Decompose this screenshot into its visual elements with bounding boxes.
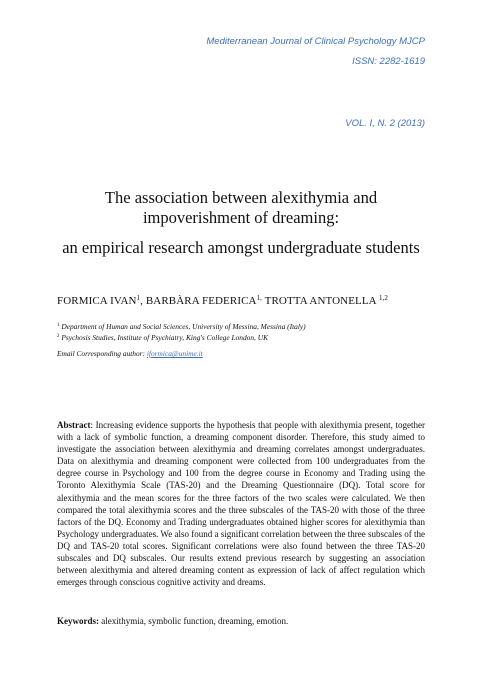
abstract <box>57 419 425 588</box>
author-affiliation-mark: 1,2 <box>378 294 389 302</box>
journal-name: Mediterranean Journal of Clinical Psychology MJCP <box>206 36 425 47</box>
affiliation-mark: 2 <box>57 334 60 339</box>
corresponding-email <box>57 349 203 358</box>
author-name: FORMICA IVAN <box>57 295 137 307</box>
title-line-2: impoverishment of dreaming: <box>142 208 340 227</box>
affiliation-text: Department of Human and Social Sciences, University of Messina, Messina (Italy) <box>61 322 306 331</box>
affiliation <box>57 322 306 331</box>
paper-subtitle: an empirical research amongst undergraduate students <box>62 238 420 257</box>
abstract-text: : Increasing evidence supports the hypothesis that people with alexithymia present, together with a lack of symbolic function, a dreaming component disorder. Therefore, this study aimed to investigate the association between alexithymia and dreaming correlates amongst undergraduates. Data on alexithymia and dreaming component were collected from 100 undergraduates from the degree course in Psychology and 100 from the degree course in Economy and Trading using the Toronto Alexithymia Scale (TAS-20) and the Dreaming Questionnaire (DQ). Total score for alexithymia and the mean scores for the three factors of the two scales were calculated. We then compared the total alexithymia scores and the three subscales of the TAS-20 with those of the three factors of the DQ. Economy and Trading undergraduates obtained higher scores for alexithymia than Psychology undergraduates. We also found a significant correlation between the three subscales of the DQ and TAS-20 total scores. Significant correlations were also found between the three TAS-20 subscales and DQ subscales. Our results extend previous research by suggesting an association between alexithymia and altered dreaming content as expression of lack of affect regulation which emerges through conscious cognitive activity and dreams. <box>57 420 425 588</box>
issn: ISSN: 2282-1619 <box>352 56 425 67</box>
title-line-1: The association between alexithymia and <box>104 188 378 207</box>
email-label: Email Corresponding author: <box>57 349 146 358</box>
abstract-label: Abstract <box>57 420 91 430</box>
paper-title <box>0 188 482 228</box>
author-name: BARBÀRA FEDERICA <box>145 295 257 307</box>
volume-issue: VOL. I, N. 2 (2013) <box>345 118 425 129</box>
author-name: TROTTA ANTONELLA <box>264 295 377 307</box>
author-affiliation-mark: 1 <box>136 294 141 302</box>
keywords-label: Keywords: <box>57 616 99 626</box>
author-affiliation-mark: 1, <box>256 294 263 302</box>
affiliation-mark: 1 <box>57 323 60 328</box>
affiliation-text: Psychosis Studies, Institute of Psychiatry, King's College London, UK <box>61 333 269 342</box>
author-list: FORMICA IVAN$^1$, BARBÀRA $FEDERICA^{1,}$ TROTTA ANTONELLA $^{1,2}$ <box>57 294 389 307</box>
email-link[interactable]: iformica@unime.it <box>146 349 203 358</box>
keywords-text: alexithymia, symbolic function, dreaming, emotion. <box>99 616 289 626</box>
affiliation <box>57 333 268 342</box>
keywords <box>57 616 288 626</box>
